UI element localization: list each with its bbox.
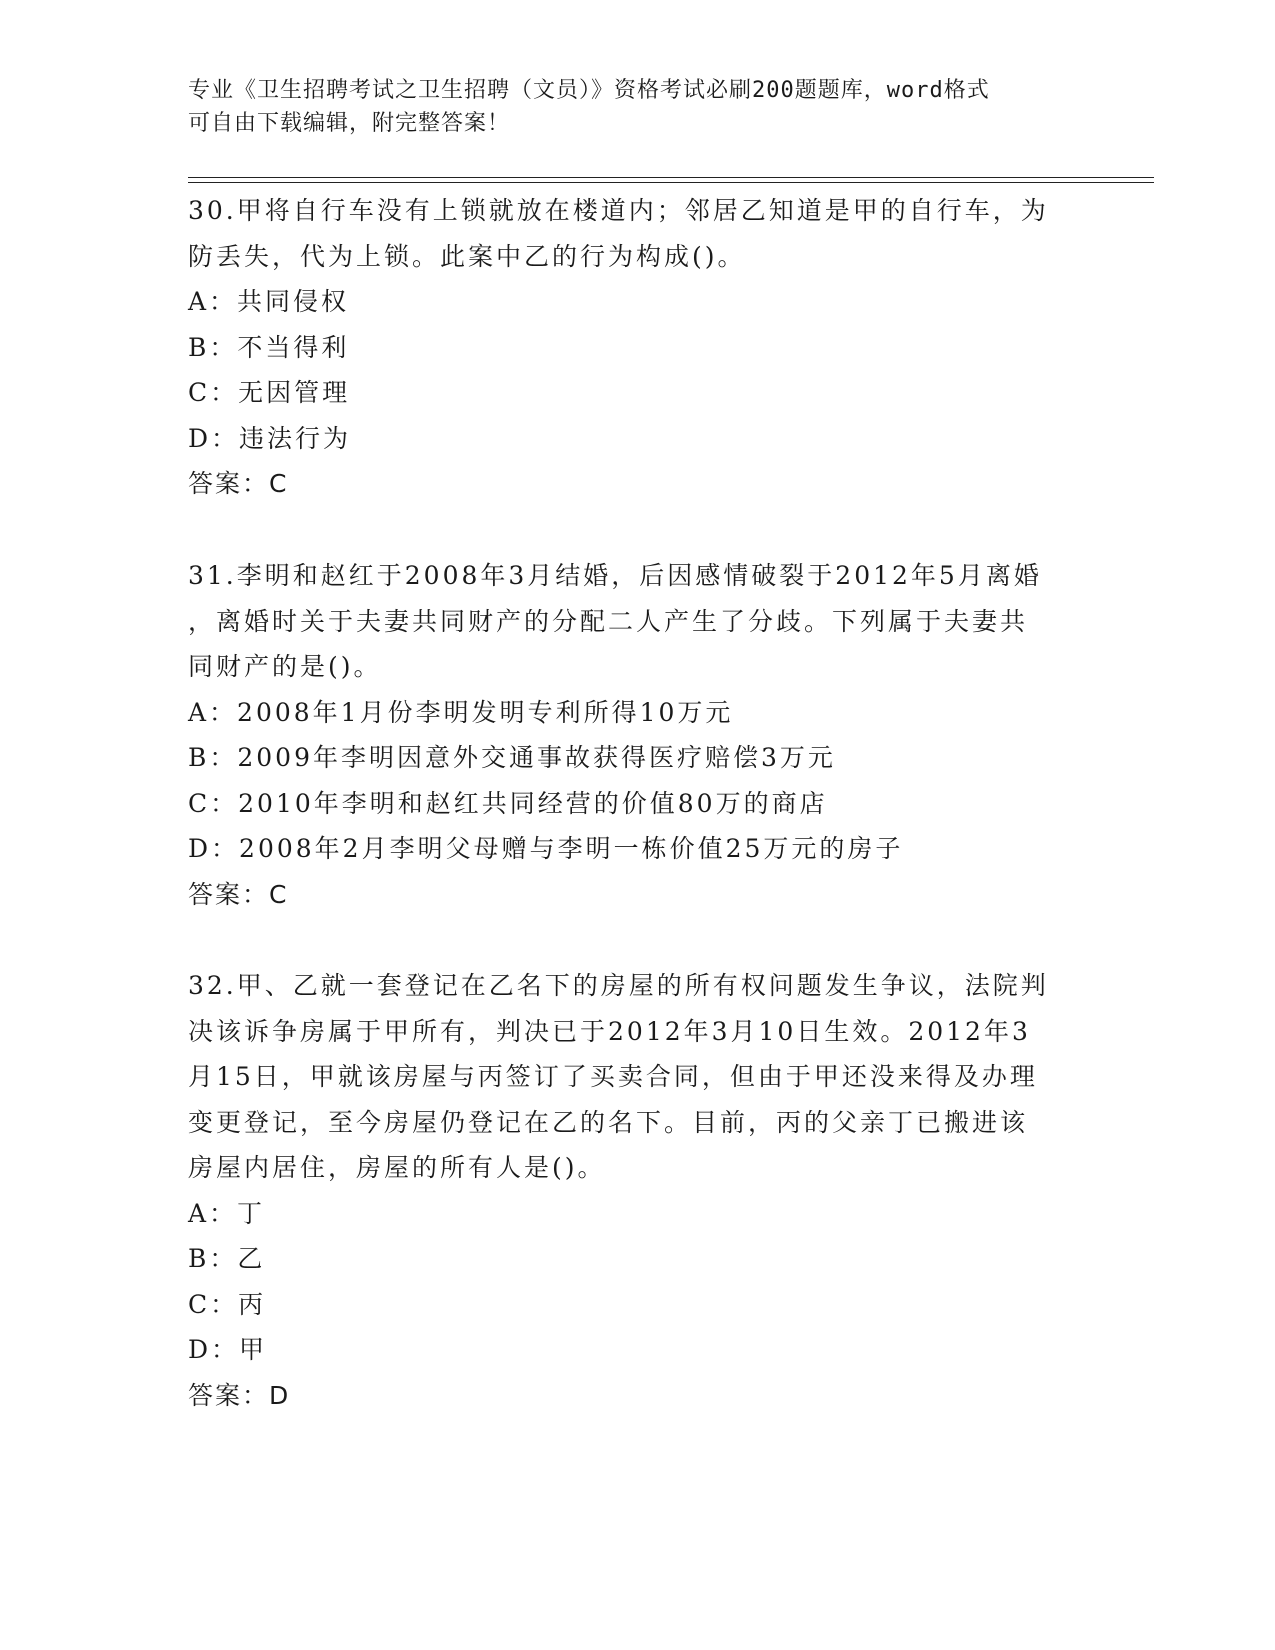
option-c: C：2010年李明和赵红共同经营的价值80万的商店 [188, 788, 828, 818]
question-stem-line: 31.李明和赵红于2008年3月结婚，后因感情破裂于2012年5月离婚 [188, 561, 1042, 590]
answer-line: 答案：C [188, 469, 289, 498]
header-divider-top [188, 177, 1154, 178]
option-a: A：共同侵权 [188, 287, 350, 316]
question-stem-line: 防丢失，代为上锁。此案中乙的行为构成()。 [188, 241, 746, 271]
option-d: D：2008年2月李明父母赠与李明一栋价值25万元的房子 [188, 834, 904, 863]
question-stem-line: 32.甲、乙就一套登记在乙名下的房屋的所有权问题发生争议，法院判 [188, 971, 1049, 1000]
question-stem-line: 决该诉争房属于甲所有，判决已于2012年3月10日生效。2012年3 [188, 1016, 1031, 1046]
option-a: A：2008年1月份李明发明专利所得10万元 [188, 697, 734, 727]
document-header [188, 74, 1088, 140]
option-d: D：违法行为 [188, 423, 352, 453]
header-divider-bottom [188, 182, 1154, 183]
question-stem-line: ，离婚时关于夫妻共同财产的分配二人产生了分歧。下列属于夫妻共 [188, 606, 1029, 636]
header-line: 可自由下载编辑，附完整答案！ [188, 111, 511, 136]
question-stem-line: 变更登记，至今房屋仍登记在乙的名下。目前，丙的父亲丁已搬进该 [188, 1107, 1029, 1137]
question-block [188, 963, 1088, 1418]
question-stem-line: 同财产的是()。 [188, 652, 382, 681]
question-block [188, 188, 1088, 507]
option-b: B：2009年李明因意外交通事故获得医疗赔偿3万元 [188, 743, 836, 772]
question-stem-line: 月15日，甲就该房屋与丙签订了买卖合同，但由于甲还没来得及办理 [188, 1062, 1038, 1091]
option-d: D：甲 [188, 1335, 268, 1364]
option-b: B：乙 [188, 1244, 266, 1273]
option-c: C：丙 [188, 1289, 267, 1319]
option-a: A：丁 [188, 1198, 266, 1228]
option-c: C：无因管理 [188, 378, 351, 407]
answer-line: 答案：C [188, 879, 289, 909]
question-stem-line: 30.甲将自行车没有上锁就放在楼道内；邻居乙知道是甲的自行车，为 [188, 196, 1049, 225]
answer-line: 答案：D [188, 1380, 291, 1410]
question-stem-line: 房屋内居住，房屋的所有人是()。 [188, 1153, 606, 1182]
header-line: 专业《卫生招聘考试之卫生招聘（文员）》资格考试必刷200题题库，word格式 [188, 78, 990, 103]
question-block [188, 553, 1088, 917]
option-b: B：不当得利 [188, 332, 350, 362]
